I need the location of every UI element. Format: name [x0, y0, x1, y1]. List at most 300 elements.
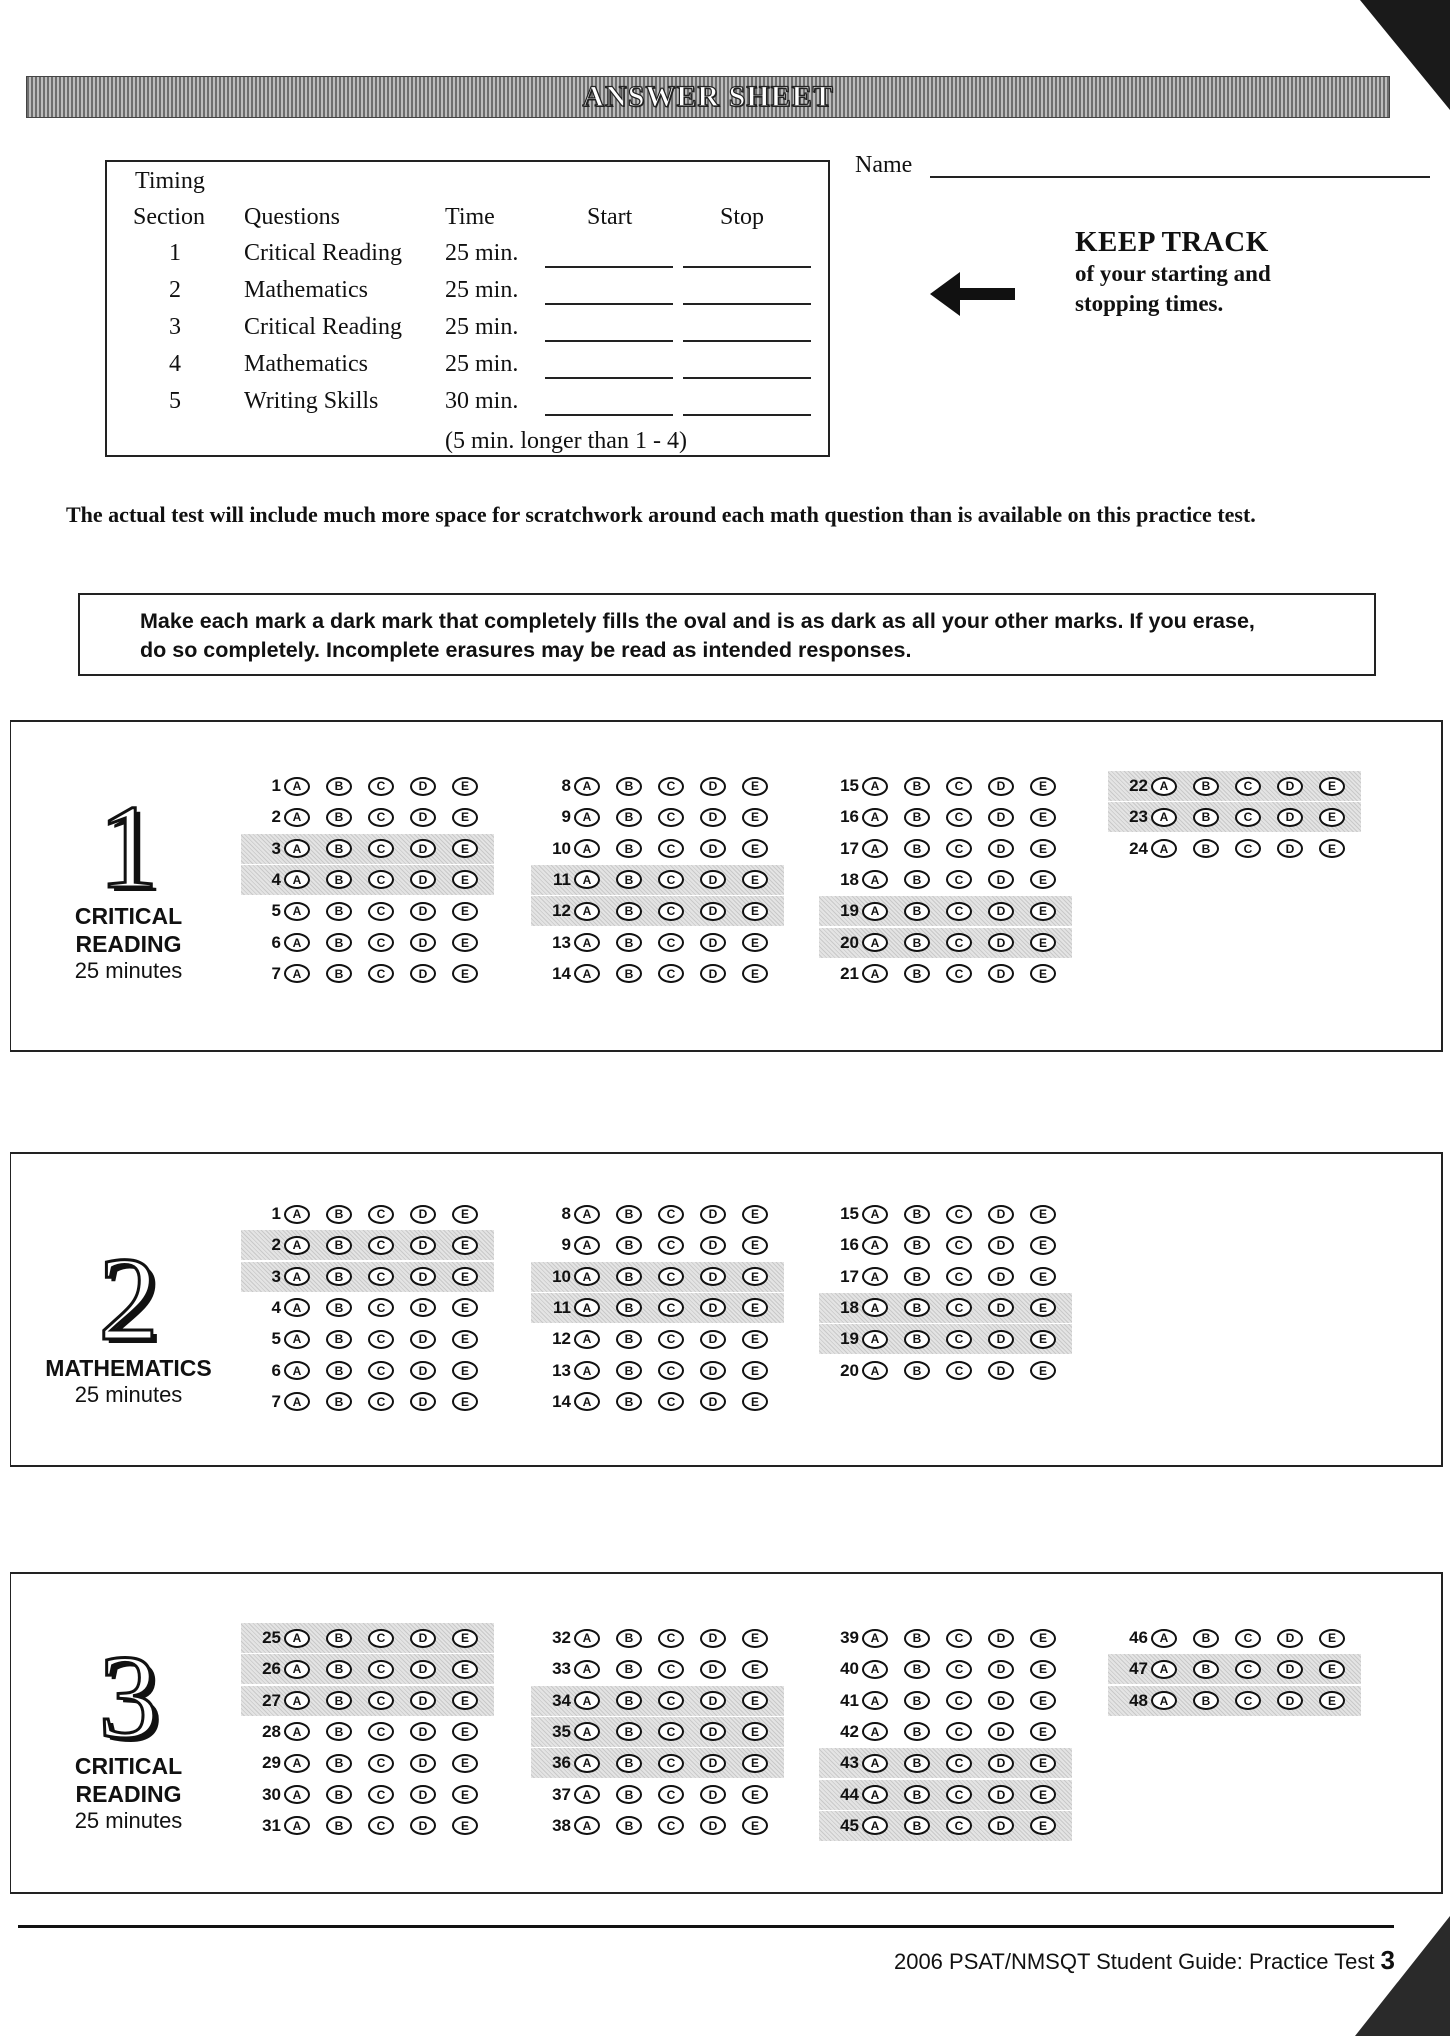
answer-bubble-c[interactable]: C	[1235, 1629, 1261, 1648]
answer-bubble-a[interactable]: A	[574, 870, 600, 889]
answer-bubble-a[interactable]: A	[284, 1236, 310, 1255]
answer-bubble-e[interactable]: E	[452, 964, 478, 983]
answer-bubble-d[interactable]: D	[410, 1205, 436, 1224]
answer-bubble-c[interactable]: C	[368, 1660, 394, 1679]
stop-time-field[interactable]	[683, 377, 811, 379]
answer-bubble-b[interactable]: B	[616, 870, 642, 889]
answer-bubble-c[interactable]: C	[658, 839, 684, 858]
answer-bubble-b[interactable]: B	[616, 1361, 642, 1380]
answer-bubble-b[interactable]: B	[326, 1361, 352, 1380]
answer-bubble-c[interactable]: C	[658, 1816, 684, 1835]
answer-bubble-e[interactable]: E	[742, 1236, 768, 1255]
start-time-field[interactable]	[545, 340, 673, 342]
answer-bubble-d[interactable]: D	[700, 1298, 726, 1317]
answer-bubble-c[interactable]: C	[946, 1205, 972, 1224]
answer-bubble-e[interactable]: E	[452, 902, 478, 921]
answer-bubble-d[interactable]: D	[700, 777, 726, 796]
answer-bubble-b[interactable]: B	[616, 808, 642, 827]
answer-bubble-b[interactable]: B	[616, 777, 642, 796]
answer-bubble-b[interactable]: B	[326, 1267, 352, 1286]
answer-bubble-a[interactable]: A	[284, 808, 310, 827]
answer-bubble-b[interactable]: B	[616, 1330, 642, 1349]
answer-bubble-c[interactable]: C	[368, 1298, 394, 1317]
answer-bubble-b[interactable]: B	[616, 964, 642, 983]
answer-bubble-d[interactable]: D	[1277, 777, 1303, 796]
answer-bubble-c[interactable]: C	[658, 1330, 684, 1349]
answer-bubble-e[interactable]: E	[452, 1236, 478, 1255]
answer-bubble-e[interactable]: E	[742, 1205, 768, 1224]
answer-bubble-d[interactable]: D	[988, 1629, 1014, 1648]
answer-bubble-c[interactable]: C	[368, 1361, 394, 1380]
answer-bubble-a[interactable]: A	[862, 964, 888, 983]
answer-bubble-e[interactable]: E	[452, 1629, 478, 1648]
answer-bubble-a[interactable]: A	[574, 1785, 600, 1804]
answer-bubble-a[interactable]: A	[862, 1785, 888, 1804]
answer-bubble-e[interactable]: E	[452, 933, 478, 952]
answer-bubble-a[interactable]: A	[862, 1267, 888, 1286]
answer-bubble-c[interactable]: C	[658, 1236, 684, 1255]
answer-bubble-c[interactable]: C	[946, 808, 972, 827]
answer-bubble-b[interactable]: B	[904, 1691, 930, 1710]
answer-bubble-e[interactable]: E	[452, 1392, 478, 1411]
answer-bubble-e[interactable]: E	[1030, 1785, 1056, 1804]
answer-bubble-e[interactable]: E	[452, 808, 478, 827]
answer-bubble-e[interactable]: E	[1319, 839, 1345, 858]
answer-bubble-c[interactable]: C	[368, 902, 394, 921]
answer-bubble-d[interactable]: D	[410, 933, 436, 952]
answer-bubble-c[interactable]: C	[658, 1267, 684, 1286]
answer-bubble-c[interactable]: C	[368, 808, 394, 827]
answer-bubble-b[interactable]: B	[616, 1816, 642, 1835]
answer-bubble-c[interactable]: C	[368, 839, 394, 858]
answer-bubble-e[interactable]: E	[742, 1629, 768, 1648]
answer-bubble-c[interactable]: C	[946, 1722, 972, 1741]
answer-bubble-c[interactable]: C	[368, 1205, 394, 1224]
answer-bubble-a[interactable]: A	[862, 1298, 888, 1317]
answer-bubble-e[interactable]: E	[452, 1785, 478, 1804]
answer-bubble-d[interactable]: D	[700, 1629, 726, 1648]
answer-bubble-e[interactable]: E	[1030, 1330, 1056, 1349]
answer-bubble-d[interactable]: D	[700, 964, 726, 983]
answer-bubble-a[interactable]: A	[284, 1691, 310, 1710]
answer-bubble-e[interactable]: E	[742, 964, 768, 983]
answer-bubble-d[interactable]: D	[1277, 1691, 1303, 1710]
answer-bubble-e[interactable]: E	[1030, 933, 1056, 952]
answer-bubble-a[interactable]: A	[862, 902, 888, 921]
answer-bubble-e[interactable]: E	[452, 1361, 478, 1380]
answer-bubble-a[interactable]: A	[862, 1816, 888, 1835]
answer-bubble-c[interactable]: C	[368, 1754, 394, 1773]
answer-bubble-b[interactable]: B	[904, 839, 930, 858]
answer-bubble-b[interactable]: B	[904, 964, 930, 983]
answer-bubble-a[interactable]: A	[862, 1660, 888, 1679]
answer-bubble-a[interactable]: A	[862, 1205, 888, 1224]
answer-bubble-c[interactable]: C	[368, 777, 394, 796]
answer-bubble-d[interactable]: D	[700, 839, 726, 858]
answer-bubble-a[interactable]: A	[1151, 1660, 1177, 1679]
answer-bubble-b[interactable]: B	[904, 902, 930, 921]
start-time-field[interactable]	[545, 266, 673, 268]
answer-bubble-a[interactable]: A	[862, 870, 888, 889]
answer-bubble-b[interactable]: B	[326, 808, 352, 827]
answer-bubble-b[interactable]: B	[326, 1722, 352, 1741]
answer-bubble-a[interactable]: A	[284, 1754, 310, 1773]
answer-bubble-a[interactable]: A	[862, 1236, 888, 1255]
answer-bubble-e[interactable]: E	[742, 1361, 768, 1380]
answer-bubble-c[interactable]: C	[946, 1754, 972, 1773]
answer-bubble-b[interactable]: B	[904, 1361, 930, 1380]
answer-bubble-e[interactable]: E	[452, 1660, 478, 1679]
answer-bubble-e[interactable]: E	[1030, 870, 1056, 889]
answer-bubble-e[interactable]: E	[452, 1691, 478, 1710]
answer-bubble-c[interactable]: C	[368, 1629, 394, 1648]
answer-bubble-a[interactable]: A	[574, 933, 600, 952]
answer-bubble-d[interactable]: D	[988, 1298, 1014, 1317]
answer-bubble-c[interactable]: C	[946, 1691, 972, 1710]
answer-bubble-b[interactable]: B	[1193, 1629, 1219, 1648]
answer-bubble-a[interactable]: A	[284, 964, 310, 983]
answer-bubble-b[interactable]: B	[326, 870, 352, 889]
answer-bubble-e[interactable]: E	[1030, 1298, 1056, 1317]
answer-bubble-a[interactable]: A	[284, 1361, 310, 1380]
stop-time-field[interactable]	[683, 340, 811, 342]
answer-bubble-c[interactable]: C	[946, 870, 972, 889]
answer-bubble-d[interactable]: D	[410, 1330, 436, 1349]
answer-bubble-d[interactable]: D	[1277, 1660, 1303, 1679]
answer-bubble-e[interactable]: E	[742, 839, 768, 858]
answer-bubble-c[interactable]: C	[368, 964, 394, 983]
answer-bubble-b[interactable]: B	[616, 839, 642, 858]
answer-bubble-c[interactable]: C	[368, 1267, 394, 1286]
answer-bubble-e[interactable]: E	[452, 1298, 478, 1317]
answer-bubble-d[interactable]: D	[410, 964, 436, 983]
answer-bubble-a[interactable]: A	[284, 777, 310, 796]
answer-bubble-a[interactable]: A	[862, 1754, 888, 1773]
name-field[interactable]	[930, 176, 1430, 178]
answer-bubble-c[interactable]: C	[658, 1754, 684, 1773]
answer-bubble-c[interactable]: C	[946, 1361, 972, 1380]
answer-bubble-a[interactable]: A	[862, 808, 888, 827]
answer-bubble-d[interactable]: D	[700, 1236, 726, 1255]
answer-bubble-c[interactable]: C	[1235, 839, 1261, 858]
answer-bubble-c[interactable]: C	[946, 839, 972, 858]
answer-bubble-e[interactable]: E	[452, 1722, 478, 1741]
answer-bubble-c[interactable]: C	[1235, 1691, 1261, 1710]
answer-bubble-e[interactable]: E	[742, 1330, 768, 1349]
answer-bubble-d[interactable]: D	[988, 933, 1014, 952]
answer-bubble-d[interactable]: D	[700, 808, 726, 827]
answer-bubble-c[interactable]: C	[946, 777, 972, 796]
answer-bubble-a[interactable]: A	[284, 933, 310, 952]
answer-bubble-a[interactable]: A	[1151, 839, 1177, 858]
answer-bubble-e[interactable]: E	[742, 1267, 768, 1286]
answer-bubble-b[interactable]: B	[1193, 1691, 1219, 1710]
answer-bubble-c[interactable]: C	[658, 964, 684, 983]
answer-bubble-a[interactable]: A	[862, 839, 888, 858]
answer-bubble-b[interactable]: B	[616, 1205, 642, 1224]
answer-bubble-c[interactable]: C	[946, 1330, 972, 1349]
answer-bubble-a[interactable]: A	[1151, 808, 1177, 827]
answer-bubble-a[interactable]: A	[862, 1629, 888, 1648]
answer-bubble-a[interactable]: A	[574, 902, 600, 921]
answer-bubble-c[interactable]: C	[946, 1236, 972, 1255]
answer-bubble-c[interactable]: C	[658, 808, 684, 827]
answer-bubble-d[interactable]: D	[700, 1754, 726, 1773]
answer-bubble-d[interactable]: D	[700, 1205, 726, 1224]
answer-bubble-d[interactable]: D	[988, 839, 1014, 858]
answer-bubble-e[interactable]: E	[1030, 1629, 1056, 1648]
answer-bubble-d[interactable]: D	[410, 1785, 436, 1804]
answer-bubble-d[interactable]: D	[988, 1205, 1014, 1224]
answer-bubble-c[interactable]: C	[1235, 1660, 1261, 1679]
answer-bubble-c[interactable]: C	[658, 933, 684, 952]
answer-bubble-a[interactable]: A	[862, 1330, 888, 1349]
answer-bubble-b[interactable]: B	[904, 1722, 930, 1741]
answer-bubble-e[interactable]: E	[1319, 808, 1345, 827]
answer-bubble-a[interactable]: A	[574, 839, 600, 858]
answer-bubble-c[interactable]: C	[368, 1691, 394, 1710]
answer-bubble-d[interactable]: D	[988, 1236, 1014, 1255]
answer-bubble-d[interactable]: D	[700, 1267, 726, 1286]
answer-bubble-c[interactable]: C	[368, 870, 394, 889]
answer-bubble-e[interactable]: E	[1319, 1691, 1345, 1710]
answer-bubble-e[interactable]: E	[452, 1267, 478, 1286]
answer-bubble-a[interactable]: A	[574, 1298, 600, 1317]
answer-bubble-c[interactable]: C	[946, 964, 972, 983]
answer-bubble-c[interactable]: C	[368, 1785, 394, 1804]
answer-bubble-e[interactable]: E	[742, 1816, 768, 1835]
answer-bubble-c[interactable]: C	[368, 1236, 394, 1255]
answer-bubble-a[interactable]: A	[574, 1267, 600, 1286]
answer-bubble-d[interactable]: D	[988, 1267, 1014, 1286]
answer-bubble-a[interactable]: A	[574, 1392, 600, 1411]
answer-bubble-e[interactable]: E	[1030, 1361, 1056, 1380]
answer-bubble-b[interactable]: B	[326, 1629, 352, 1648]
answer-bubble-a[interactable]: A	[574, 1361, 600, 1380]
answer-bubble-e[interactable]: E	[1030, 777, 1056, 796]
answer-bubble-a[interactable]: A	[574, 1722, 600, 1741]
answer-bubble-c[interactable]: C	[946, 1785, 972, 1804]
answer-bubble-a[interactable]: A	[284, 1205, 310, 1224]
answer-bubble-b[interactable]: B	[904, 1816, 930, 1835]
answer-bubble-c[interactable]: C	[658, 902, 684, 921]
answer-bubble-e[interactable]: E	[1030, 839, 1056, 858]
answer-bubble-d[interactable]: D	[410, 1236, 436, 1255]
answer-bubble-d[interactable]: D	[988, 964, 1014, 983]
answer-bubble-d[interactable]: D	[700, 1361, 726, 1380]
answer-bubble-b[interactable]: B	[904, 933, 930, 952]
answer-bubble-c[interactable]: C	[946, 1816, 972, 1835]
answer-bubble-e[interactable]: E	[1030, 1722, 1056, 1741]
answer-bubble-b[interactable]: B	[904, 1298, 930, 1317]
answer-bubble-b[interactable]: B	[904, 1629, 930, 1648]
answer-bubble-a[interactable]: A	[284, 839, 310, 858]
answer-bubble-b[interactable]: B	[616, 1392, 642, 1411]
answer-bubble-d[interactable]: D	[700, 1722, 726, 1741]
answer-bubble-e[interactable]: E	[742, 1785, 768, 1804]
answer-bubble-d[interactable]: D	[410, 1392, 436, 1411]
answer-bubble-d[interactable]: D	[410, 1691, 436, 1710]
answer-bubble-a[interactable]: A	[284, 902, 310, 921]
answer-bubble-b[interactable]: B	[616, 1629, 642, 1648]
answer-bubble-b[interactable]: B	[904, 1330, 930, 1349]
answer-bubble-a[interactable]: A	[574, 1691, 600, 1710]
answer-bubble-d[interactable]: D	[410, 1361, 436, 1380]
answer-bubble-e[interactable]: E	[452, 1754, 478, 1773]
answer-bubble-e[interactable]: E	[742, 1722, 768, 1741]
answer-bubble-e[interactable]: E	[1030, 1267, 1056, 1286]
answer-bubble-a[interactable]: A	[862, 777, 888, 796]
answer-bubble-e[interactable]: E	[1319, 777, 1345, 796]
answer-bubble-e[interactable]: E	[742, 1298, 768, 1317]
answer-bubble-d[interactable]: D	[410, 1629, 436, 1648]
answer-bubble-c[interactable]: C	[658, 1298, 684, 1317]
answer-bubble-b[interactable]: B	[326, 839, 352, 858]
answer-bubble-b[interactable]: B	[326, 1816, 352, 1835]
answer-bubble-e[interactable]: E	[452, 839, 478, 858]
answer-bubble-d[interactable]: D	[700, 1392, 726, 1411]
answer-bubble-e[interactable]: E	[1030, 1205, 1056, 1224]
answer-bubble-d[interactable]: D	[410, 777, 436, 796]
answer-bubble-e[interactable]: E	[1319, 1660, 1345, 1679]
answer-bubble-d[interactable]: D	[1277, 839, 1303, 858]
answer-bubble-a[interactable]: A	[574, 1754, 600, 1773]
answer-bubble-d[interactable]: D	[410, 902, 436, 921]
answer-bubble-d[interactable]: D	[410, 870, 436, 889]
answer-bubble-b[interactable]: B	[904, 1785, 930, 1804]
answer-bubble-c[interactable]: C	[946, 1267, 972, 1286]
answer-bubble-d[interactable]: D	[410, 1722, 436, 1741]
answer-bubble-c[interactable]: C	[658, 1785, 684, 1804]
answer-bubble-e[interactable]: E	[1030, 1754, 1056, 1773]
answer-bubble-e[interactable]: E	[452, 777, 478, 796]
answer-bubble-c[interactable]: C	[368, 1330, 394, 1349]
answer-bubble-b[interactable]: B	[904, 1754, 930, 1773]
answer-bubble-e[interactable]: E	[742, 1691, 768, 1710]
answer-bubble-a[interactable]: A	[574, 1330, 600, 1349]
answer-bubble-b[interactable]: B	[616, 902, 642, 921]
answer-bubble-b[interactable]: B	[326, 1330, 352, 1349]
answer-bubble-b[interactable]: B	[326, 1660, 352, 1679]
answer-bubble-e[interactable]: E	[742, 933, 768, 952]
answer-bubble-c[interactable]: C	[368, 1722, 394, 1741]
answer-bubble-d[interactable]: D	[1277, 808, 1303, 827]
answer-bubble-b[interactable]: B	[616, 1691, 642, 1710]
answer-bubble-c[interactable]: C	[946, 902, 972, 921]
answer-bubble-b[interactable]: B	[326, 777, 352, 796]
answer-bubble-d[interactable]: D	[700, 1691, 726, 1710]
answer-bubble-c[interactable]: C	[946, 1298, 972, 1317]
answer-bubble-d[interactable]: D	[700, 1816, 726, 1835]
start-time-field[interactable]	[545, 303, 673, 305]
answer-bubble-a[interactable]: A	[284, 1785, 310, 1804]
answer-bubble-c[interactable]: C	[658, 1691, 684, 1710]
answer-bubble-d[interactable]: D	[410, 839, 436, 858]
answer-bubble-e[interactable]: E	[742, 902, 768, 921]
answer-bubble-d[interactable]: D	[700, 933, 726, 952]
answer-bubble-d[interactable]: D	[988, 1754, 1014, 1773]
answer-bubble-c[interactable]: C	[658, 1660, 684, 1679]
answer-bubble-a[interactable]: A	[862, 1691, 888, 1710]
answer-bubble-b[interactable]: B	[326, 1298, 352, 1317]
answer-bubble-d[interactable]: D	[988, 1816, 1014, 1835]
answer-bubble-a[interactable]: A	[284, 1267, 310, 1286]
answer-bubble-e[interactable]: E	[742, 777, 768, 796]
answer-bubble-a[interactable]: A	[862, 1361, 888, 1380]
answer-bubble-d[interactable]: D	[1277, 1629, 1303, 1648]
answer-bubble-a[interactable]: A	[284, 1660, 310, 1679]
answer-bubble-b[interactable]: B	[616, 1754, 642, 1773]
answer-bubble-e[interactable]: E	[1030, 1691, 1056, 1710]
answer-bubble-b[interactable]: B	[904, 870, 930, 889]
answer-bubble-c[interactable]: C	[946, 933, 972, 952]
answer-bubble-a[interactable]: A	[574, 1660, 600, 1679]
answer-bubble-e[interactable]: E	[1030, 1236, 1056, 1255]
answer-bubble-b[interactable]: B	[326, 1691, 352, 1710]
answer-bubble-a[interactable]: A	[574, 1629, 600, 1648]
answer-bubble-b[interactable]: B	[904, 777, 930, 796]
answer-bubble-e[interactable]: E	[742, 808, 768, 827]
answer-bubble-b[interactable]: B	[1193, 808, 1219, 827]
answer-bubble-b[interactable]: B	[326, 1236, 352, 1255]
answer-bubble-d[interactable]: D	[700, 902, 726, 921]
answer-bubble-a[interactable]: A	[574, 1816, 600, 1835]
answer-bubble-c[interactable]: C	[946, 1660, 972, 1679]
answer-bubble-a[interactable]: A	[574, 1205, 600, 1224]
answer-bubble-b[interactable]: B	[904, 1267, 930, 1286]
answer-bubble-d[interactable]: D	[988, 870, 1014, 889]
answer-bubble-c[interactable]: C	[658, 1629, 684, 1648]
answer-bubble-e[interactable]: E	[452, 1330, 478, 1349]
answer-bubble-b[interactable]: B	[616, 1722, 642, 1741]
answer-bubble-b[interactable]: B	[326, 1392, 352, 1411]
answer-bubble-c[interactable]: C	[946, 1629, 972, 1648]
answer-bubble-a[interactable]: A	[284, 1330, 310, 1349]
answer-bubble-a[interactable]: A	[862, 933, 888, 952]
answer-bubble-e[interactable]: E	[452, 870, 478, 889]
answer-bubble-d[interactable]: D	[700, 870, 726, 889]
answer-bubble-d[interactable]: D	[410, 1816, 436, 1835]
answer-bubble-e[interactable]: E	[1030, 1660, 1056, 1679]
answer-bubble-c[interactable]: C	[1235, 808, 1261, 827]
answer-bubble-a[interactable]: A	[284, 1392, 310, 1411]
answer-bubble-b[interactable]: B	[1193, 1660, 1219, 1679]
answer-bubble-c[interactable]: C	[658, 1722, 684, 1741]
stop-time-field[interactable]	[683, 303, 811, 305]
answer-bubble-d[interactable]: D	[700, 1660, 726, 1679]
answer-bubble-d[interactable]: D	[988, 1330, 1014, 1349]
answer-bubble-e[interactable]: E	[452, 1816, 478, 1835]
answer-bubble-b[interactable]: B	[616, 1267, 642, 1286]
answer-bubble-a[interactable]: A	[574, 808, 600, 827]
answer-bubble-b[interactable]: B	[904, 808, 930, 827]
answer-bubble-d[interactable]: D	[988, 1785, 1014, 1804]
answer-bubble-e[interactable]: E	[1030, 902, 1056, 921]
answer-bubble-b[interactable]: B	[616, 1785, 642, 1804]
answer-bubble-d[interactable]: D	[410, 1660, 436, 1679]
answer-bubble-a[interactable]: A	[1151, 1691, 1177, 1710]
answer-bubble-b[interactable]: B	[1193, 777, 1219, 796]
answer-bubble-e[interactable]: E	[452, 1205, 478, 1224]
answer-bubble-d[interactable]: D	[988, 1722, 1014, 1741]
answer-bubble-c[interactable]: C	[658, 1361, 684, 1380]
answer-bubble-c[interactable]: C	[658, 870, 684, 889]
answer-bubble-a[interactable]: A	[284, 1816, 310, 1835]
stop-time-field[interactable]	[683, 266, 811, 268]
answer-bubble-b[interactable]: B	[904, 1205, 930, 1224]
answer-bubble-e[interactable]: E	[742, 870, 768, 889]
answer-bubble-d[interactable]: D	[410, 808, 436, 827]
